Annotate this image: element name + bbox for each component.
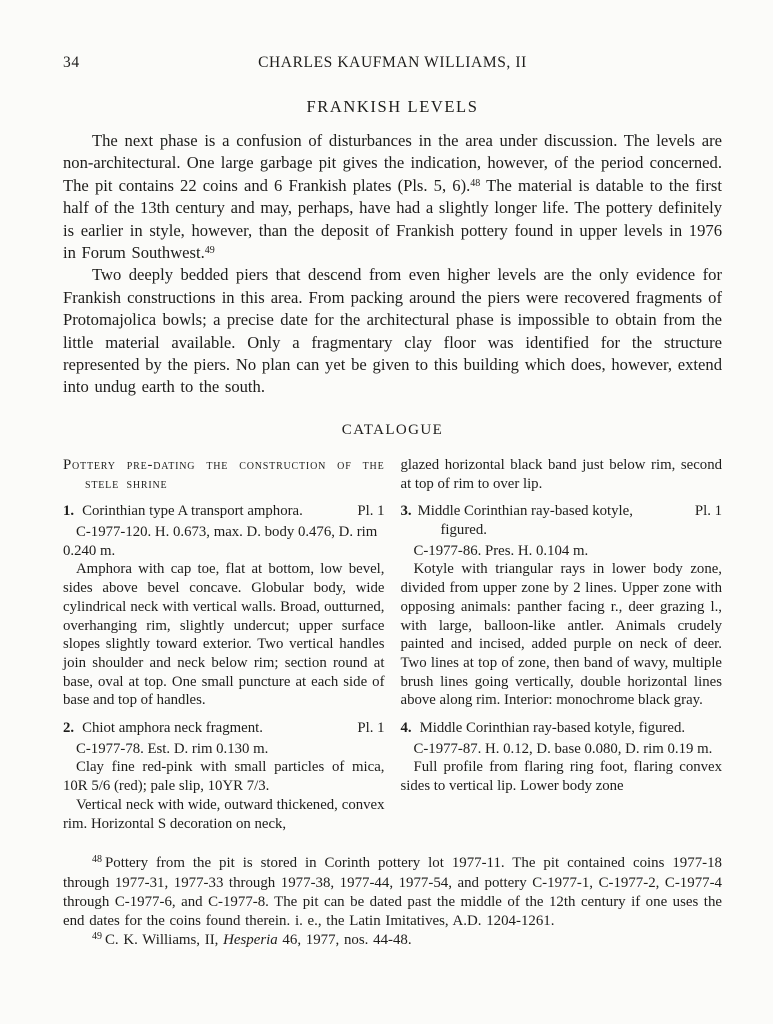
entry-2-continuation: glazed horizontal black band just below rim, second at top of rim to over lip. bbox=[400, 456, 722, 492]
catalogue-section-heading: Pottery pre-dating the construction of the stele shrine bbox=[63, 456, 385, 492]
footnote-journal-title: Hesperia bbox=[223, 932, 278, 949]
catalogue-columns bbox=[63, 456, 722, 833]
article-body bbox=[63, 130, 722, 399]
entry-header bbox=[401, 502, 723, 539]
plate-reference: Pl. 1 bbox=[694, 503, 722, 520]
page-number: 34 bbox=[63, 54, 80, 71]
footnote-48 bbox=[63, 854, 722, 931]
entry-title: Corinthian type A transport amphora. bbox=[82, 503, 303, 520]
entry-title: Middle Corinthian ray-based kotyle, figured. bbox=[419, 720, 686, 737]
entry-number: 4. bbox=[400, 720, 412, 737]
entry-title: Chiot amphora neck fragment. bbox=[82, 720, 263, 737]
catalogue-entry-2 bbox=[63, 719, 385, 833]
running-head-author: CHARLES KAUFMAN WILLIAMS, II bbox=[258, 54, 527, 71]
entry-header bbox=[63, 719, 385, 738]
footnote-text: Pottery from the pit is stored in Corinth pottery lot 1977-11. The pit contained coins 1977-18 through 1977-31, 1977-33 through 1977-38, 1977-44, 1977-54, and pottery C-1977-1, C-1977-2, C-1977-4 through C-1977-6, and C-1977-8. The pit can be dated past the middle of the 12th century if one uses the end dates for the coins found therein. i. e., the Latin Imitatives, A.D. 1204-1261. bbox=[63, 855, 722, 930]
entry-title: Middle Corinthian ray-based kotyle, figured. bbox=[417, 503, 633, 538]
footnotes-section bbox=[63, 854, 722, 950]
paragraph-text: The next phase is a confusion of disturbances in the area under discussion. The levels are non-architectural. One large garbage pit gives the indication, however, of the period concerned. The pit contains 22 coins and 6 Frankish plates (Pls. 5, 6). bbox=[63, 131, 722, 195]
catalogue-left-column bbox=[63, 456, 385, 833]
entry-header bbox=[63, 502, 385, 521]
entry-number: 2. bbox=[63, 720, 75, 737]
entry-measurements: C-1977-78. Est. D. rim 0.130 m. bbox=[76, 740, 269, 757]
entry-measurements: C-1977-86. Pres. H. 0.104 m. bbox=[413, 542, 589, 559]
entry-title-block bbox=[401, 502, 673, 539]
footnote-49 bbox=[63, 931, 722, 950]
entry-measurements: C-1977-120. H. 0.673, max. D. body 0.476, D. rim 0.240 m. bbox=[63, 523, 378, 559]
section-title: FRANKISH LEVELS bbox=[306, 97, 479, 116]
catalogue-entry-3 bbox=[401, 502, 723, 710]
paragraph-text: The material is datable to the first half of the 13th century and may, perhaps, have had a slightly longer life. The pottery definitely is earlier in style, however, than the deposit of Frankish pottery found in upper levels in 1976 in Forum Southwest. bbox=[63, 175, 722, 263]
entry-description: Kotyle with triangular rays in lower body zone, divided from upper zone by 2 lines. Upper zone with opposing animals: panther facing r., deer grazing l., with large, balloon-like antler. Animals crudely painted and incised, added purple on neck of deer. Two lines at top of zone, then band of wavy, multiple brush lines going vertically, double horizontal lines above along rim. Interior: monochrome black gray. bbox=[400, 561, 722, 709]
footnote-number: 49 bbox=[92, 931, 102, 943]
entry-number: 1. bbox=[63, 503, 75, 520]
entry-description: Vertical neck with wide, outward thickened, convex rim. Horizontal S decoration on neck, bbox=[63, 796, 385, 832]
catalogue-entry-1 bbox=[63, 502, 385, 710]
entry-measurements: C-1977-87. H. 0.12, D. base 0.080, D. rim 0.19 m. bbox=[413, 740, 713, 757]
footnote-number: 48 bbox=[92, 854, 102, 866]
body-paragraph-2: Two deeply bedded piers that descend from even higher levels are the only evidence for Frankish constructions in this area. From packing around the piers were recovered fragments of Protomajolica bowls; a precise date for the architectural phase is impossible to obtain from the little material available. Only a fragmentary clay floor was identified for the structure represented by the piers. No plan can yet be given to this building which does, however, extend into undug earth to the south. bbox=[63, 265, 722, 397]
running-header bbox=[63, 54, 722, 72]
catalogue-entry-4 bbox=[401, 719, 723, 796]
entry-description: Amphora with cap toe, flat at bottom, low bevel, sides above bevel concave. Globular body, wide cylindrical neck with vertical walls. Broad, outturned, overhanging rim, slightly undercut; upper surface slopes slightly toward exterior. Two vertical handles join shoulder and neck below rim; section round at base, oval at top. One small puncture at each side of base and top of handles. bbox=[63, 561, 385, 709]
plate-reference: Pl. 1 bbox=[357, 720, 385, 737]
plate-reference: Pl. 1 bbox=[357, 503, 385, 520]
catalogue-right-column bbox=[401, 456, 723, 833]
footnote-text: 46, 1977, nos. 44-48. bbox=[277, 932, 412, 949]
footnote-text: C. K. Williams, II, bbox=[105, 932, 224, 949]
entry-description: Clay fine red-pink with small particles of mica, 10R 5/6 (red); pale slip, 10YR 7/3. bbox=[63, 759, 385, 795]
entry-description: Full profile from flaring ring foot, flaring convex sides to vertical lip. Lower body zone bbox=[400, 759, 722, 795]
entry-number: 3. bbox=[400, 503, 412, 520]
footnote-reference-48: 48 bbox=[470, 177, 481, 189]
catalogue-heading: CATALOGUE bbox=[341, 421, 444, 438]
footnote-reference-49: 49 bbox=[204, 245, 215, 257]
entry-header bbox=[401, 719, 723, 738]
body-paragraph-1 bbox=[63, 130, 722, 264]
